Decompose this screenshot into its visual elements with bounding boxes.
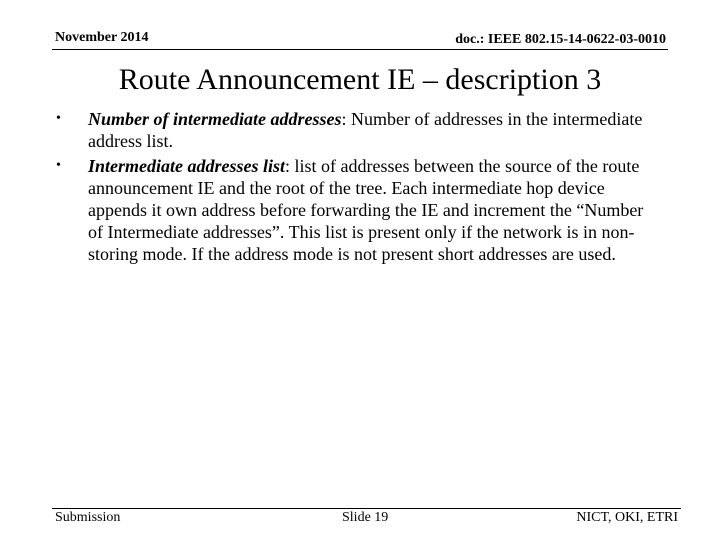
bullet-text: : Number of addresses in the intermediate address list. — [88, 109, 643, 151]
header-document-id: doc.: IEEE 802.15-14-0622-03-0010 — [455, 32, 666, 47]
bullet-marker: • — [56, 158, 61, 173]
footer-divider — [52, 508, 681, 509]
header-divider — [52, 49, 668, 50]
bullet-item — [56, 155, 656, 265]
bullet-marker: • — [56, 111, 61, 126]
bullet-term: Intermediate addresses list — [88, 156, 285, 176]
bullet-list — [56, 108, 656, 268]
footer-authors: NICT, OKI, ETRI — [576, 510, 678, 525]
bullet-text: : list of addresses between the source of the route announcement IE and the root of the tree. Each intermediate hop device appends it own address before forwarding the IE and increment the “Number of Intermediate addresses”. This list is present only if the network is in non-storing mode. If the address mode is not present short addresses are used. — [88, 156, 644, 264]
header-date: November 2014 — [55, 30, 149, 45]
slide-title: Route Announcement IE – description 3 — [118, 63, 602, 96]
bullet-term: Number of intermediate addresses — [88, 109, 342, 129]
bullet-item — [56, 108, 656, 152]
footer-submission: Submission — [55, 510, 121, 525]
footer-slide-number: Slide 19 — [342, 510, 389, 525]
